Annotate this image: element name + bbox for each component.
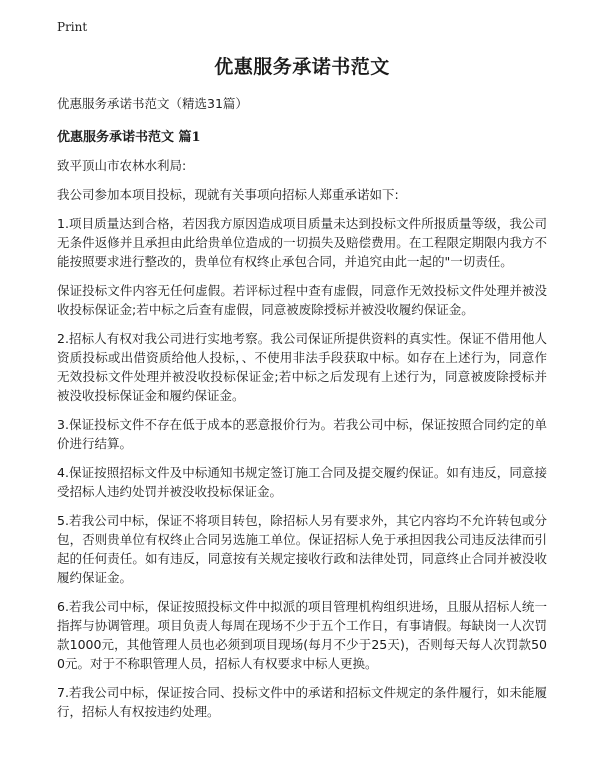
- page-title: 优惠服务承诺书范文: [214, 56, 390, 78]
- document-subtitle: 优惠服务承诺书范文（精选31篇）: [57, 96, 248, 111]
- print-link[interactable]: Print: [57, 20, 88, 34]
- document-body: [57, 52, 547, 731]
- commitment-5: 5.若我公司中标，保证不将项目转包，除招标人另有要求外，其它内容均不允许转包或分包，否则贵单位有权终止合同另选施工单位。保证招标人免于承担因我公司违反法律而引起的任何责任。如有违反，同意按有关规定接收行政和法律处罚，同意终止合同并被没收履约保证金。: [57, 513, 547, 585]
- commitment-6: 6.若我公司中标，保证按照投标文件中拟派的项目管理机构组织进场，且服从招标人统一指挥与协调管理。项目负责人每周在现场不少于五个工作日，有事请假。每缺岗一人次罚款1000元，其他管理人员也必须到项目现场(每月不少于25天)，否则每天每人次罚款500元。对于不称职管理人员，招标人有权要求中标人更换。: [57, 599, 547, 671]
- section-heading: 优惠服务承诺书范文 篇1: [57, 130, 201, 145]
- intro-paragraph: 我公司参加本项目投标，现就有关事项向招标人郑重承诺如下:: [57, 187, 399, 202]
- commitment-7: 7.若我公司中标，保证按合同、投标文件中的承诺和招标文件规定的条件履行，如未能履行，招标人有权按违约处理。: [57, 685, 547, 719]
- salutation: 致平顶山市农林水利局:: [57, 158, 187, 173]
- commitment-1-note: 保证投标文件内容无任何虚假。若评标过程中查有虚假，同意作无效投标文件处理并被没收投标保证金;若中标之后查有虚假，同意被废除授标并被没收履约保证金。: [57, 283, 547, 317]
- commitment-2: 2.招标人有权对我公司进行实地考察。我公司保证所提供资料的真实性。保证不借用他人资质投标或出借资质给他人投标，、不使用非法手段获取中标。如存在上述行为，同意作无效投标文件处理并被没收投标保证金;若中标之后发现有上述行为，同意被废除授标并被没收投标保证金和履约保证金。: [57, 331, 547, 403]
- commitment-3: 3.保证投标文件不存在低于成本的恶意报价行为。若我公司中标，保证按照合同约定的单价进行结算。: [57, 417, 547, 451]
- commitment-1: 1.项目质量达到合格，若因我方原因造成项目质量未达到投标文件所报质量等级，我公司无条件返修并且承担由此给贵单位造成的一切损失及赔偿费用。在工程限定期限内我方不能按照要求进行整改的，贵单位有权终止承包合同，并追究由此一起的"一切责任。: [57, 216, 547, 269]
- commitment-4: 4.保证按照招标文件及中标通知书规定签订施工合同及提交履约保证。如有违反，同意接受招标人违约处罚并被没收投标保证金。: [57, 465, 547, 499]
